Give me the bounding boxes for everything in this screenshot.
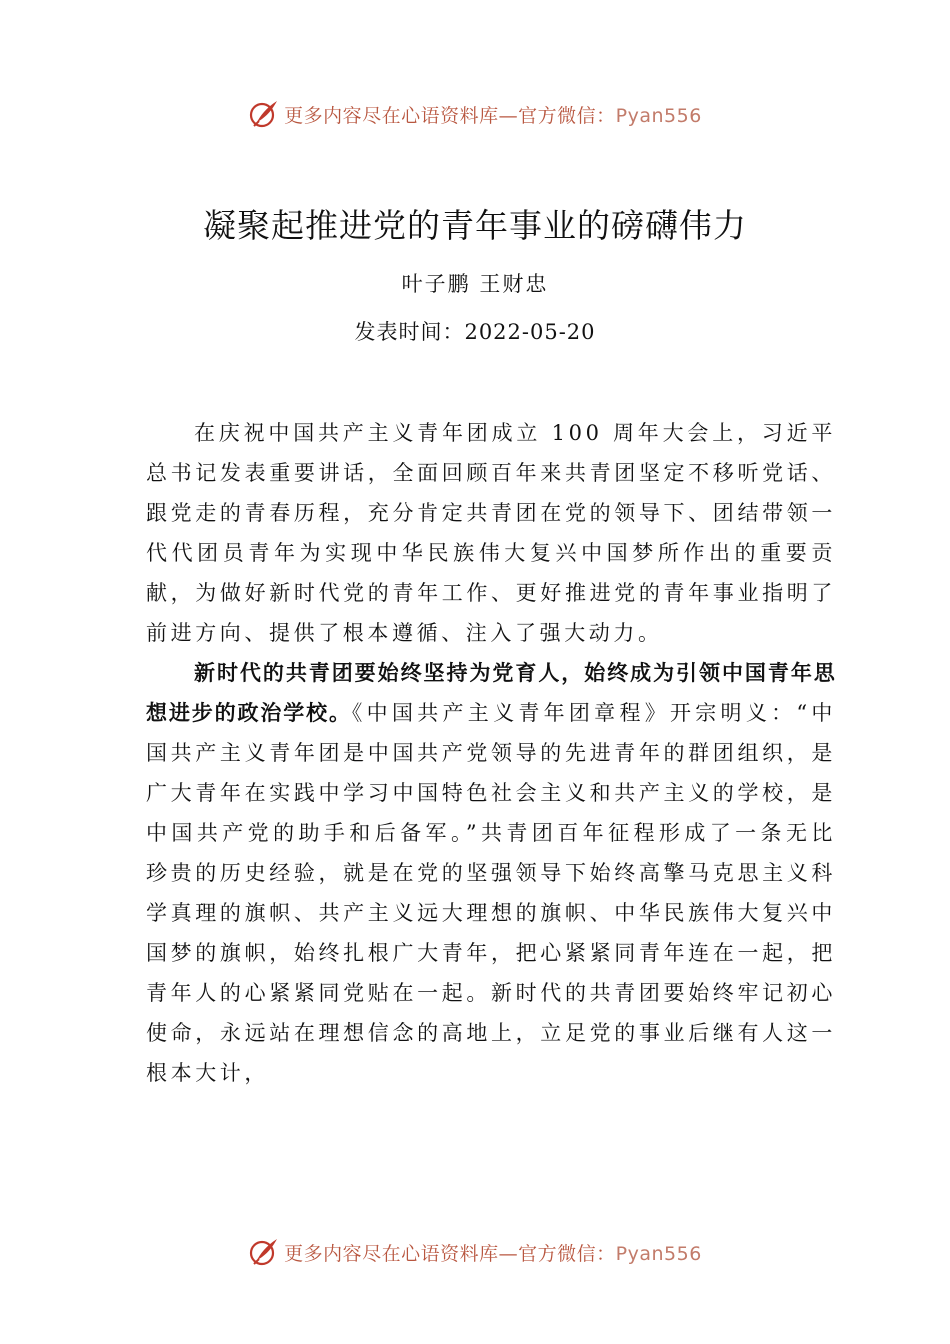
paragraph-text: 《中国共产主义青年团章程》开宗明义：“中国共产主义青年团是中国共产党领导的先进青年的群团组织，是广大青年在实践中学习中国特色社会主义和共产主义的学校，是中国共产党的助手和后备军。”共青团百年征程形成了一条无比珍贵的历史经验，就是在党的坚强领导下始终高擎马克思主义科学真理的旗帜、共产主义远大理想的旗帜、中华民族伟大复兴中国梦的旗帜，始终扎根广大青年，把心紧紧同青年连在一起，把青年人的心紧紧同党贴在一起。新时代的共青团要始终牢记初心使命，永远站在理想信念的高地上，立足党的事业后继有人这一根本大计， (146, 701, 837, 1085)
watermark-wechat-id: Pyan556 (615, 104, 702, 127)
article-authors: 叶子鹏 王财忠 (401, 272, 549, 296)
quill-pen-logo-icon (248, 98, 280, 130)
footer-watermark (0, 1232, 950, 1272)
paragraph (146, 653, 836, 1093)
header-watermark (0, 94, 950, 134)
paragraph-bold-lead: 新时代的共青团要始终坚持为党育人，始终成为引领中国青年思想进步的政治学校。 (146, 661, 836, 725)
article-title: 凝聚起推进党的青年事业的磅礴伟力 (203, 206, 747, 245)
article-body (146, 413, 836, 1093)
quill-pen-logo-icon (248, 1236, 280, 1268)
watermark-text: 更多内容尽在心语资料库—官方微信： (284, 1242, 616, 1265)
paragraph (146, 413, 836, 653)
article-date: 发表时间：2022-05-20 (354, 320, 596, 344)
watermark-wechat-id: Pyan556 (615, 1242, 702, 1265)
paragraph-text: 在庆祝中国共产主义青年团成立 100 周年大会上，习近平总书记发表重要讲话，全面回顾百年来共青团坚定不移听党话、跟党走的青春历程，充分肯定共青团在党的领导下、团结带领一代代团员青年为实现中华民族伟大复兴中国梦所作出的重要贡献，为做好新时代党的青年工作、更好推进党的青年事业指明了前进方向、提供了根本遵循、注入了强大动力。 (146, 421, 836, 645)
watermark-text: 更多内容尽在心语资料库—官方微信： (284, 104, 616, 127)
